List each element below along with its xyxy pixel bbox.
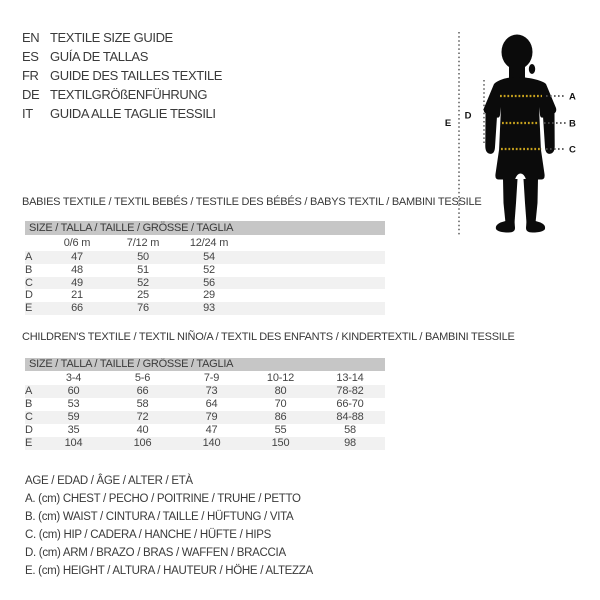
cell: 98 (315, 437, 385, 450)
cell: 29 (203, 289, 215, 302)
cell: 150 (246, 437, 315, 450)
lang-row-es (22, 47, 222, 66)
arm-label-d: D (464, 110, 472, 122)
measurement-diagram (440, 25, 600, 245)
children-section-heading: CHILDREN'S TEXTILE / TEXTIL NIÑO/A / TEXTIL DES ENFANTS / KINDERTEXTIL / BAMBINI TESSILE (22, 331, 515, 343)
table-row (25, 437, 385, 450)
babies-col-12-24m: 12/24 m (189, 237, 229, 249)
babies-size-table (25, 235, 385, 315)
lang-row-de (22, 85, 222, 104)
cell: 48 (71, 263, 83, 276)
cell: 104 (39, 437, 108, 450)
table-row (25, 289, 385, 302)
legend-waist: B. (cm) WAIST / CINTURA / TAILLE / HÜFTUNG / VITA (25, 511, 294, 523)
cell: 58 (344, 424, 356, 436)
cell: 40 (136, 424, 149, 436)
cell: 78-82 (315, 385, 385, 398)
lang-code: FR (22, 68, 39, 83)
cell: 35 (67, 424, 80, 436)
lang-code: EN (22, 30, 40, 45)
hip-label-c: C (569, 144, 576, 156)
row-label: D (25, 424, 33, 436)
table-row (25, 251, 385, 264)
row-label: E (25, 302, 44, 315)
children-col-3-4: 3-4 (65, 372, 82, 384)
row-label: D (25, 289, 33, 302)
cell: 58 (136, 398, 149, 410)
cell: 70 (274, 398, 287, 410)
table-row (25, 411, 385, 424)
row-label: E (25, 437, 39, 450)
cell: 56 (176, 277, 242, 290)
row-label: C (25, 277, 44, 290)
children-size-bar: SIZE / TALLA / TAILLE / GRÖSSE / TAGLIA (25, 358, 385, 371)
cell: 64 (205, 398, 218, 410)
cell: 66-70 (336, 398, 364, 410)
row-label: C (25, 411, 39, 424)
cell: 52 (203, 263, 215, 276)
waist-label-b: B (569, 118, 576, 130)
children-size-table (25, 371, 385, 450)
row-label: B (25, 263, 33, 276)
cell: 51 (137, 263, 149, 276)
lang-title: GUIDA ALLE TAGLIE TESSILI (50, 106, 216, 121)
chest-label-a: A (569, 91, 576, 103)
cell: 76 (110, 302, 176, 315)
cell: 86 (246, 411, 315, 424)
legend-hip: C. (cm) HIP / CADERA / HANCHE / HÜFTE / HIPS (25, 529, 272, 541)
cell: 60 (39, 385, 108, 398)
child-silhouette-icon (440, 25, 600, 245)
cell: 59 (39, 411, 108, 424)
children-col-7-9: 7-9 (203, 372, 220, 384)
babies-size-bar: SIZE / TALLA / TAILLE / GRÖSSE / TAGLIA (25, 221, 385, 235)
children-column-header-row (25, 371, 385, 385)
lang-row-it (22, 104, 222, 123)
lang-title: TEXTILGRÖßENFÜHRUNG (50, 87, 208, 102)
lang-code: DE (22, 87, 40, 102)
cell: 93 (176, 302, 242, 315)
cell: 47 (44, 251, 110, 264)
cell: 47 (205, 424, 218, 436)
row-label: B (25, 398, 33, 410)
cell: 25 (137, 289, 149, 302)
row-label: A (25, 385, 39, 398)
lang-code: IT (22, 106, 33, 121)
babies-col-7-12m: 7/12 m (126, 237, 160, 249)
cell: 55 (274, 424, 287, 436)
cell: 52 (110, 277, 176, 290)
table-row (25, 424, 385, 437)
height-label-e: E (444, 118, 452, 129)
lang-title: GUÍA DE TALLAS (50, 49, 148, 64)
cell: 21 (71, 289, 83, 302)
cell: 106 (108, 437, 177, 450)
babies-col-0-6m: 0/6 m (63, 237, 91, 249)
table-row (25, 385, 385, 398)
cell: 66 (44, 302, 110, 315)
measurement-legend (25, 472, 313, 580)
row-label: A (25, 251, 44, 264)
language-title-list (22, 28, 222, 123)
cell: 53 (67, 398, 80, 410)
children-col-5-6: 5-6 (134, 372, 151, 384)
lang-title: TEXTILE SIZE GUIDE (50, 30, 173, 45)
lang-row-fr (22, 66, 222, 85)
cell: 50 (110, 251, 176, 264)
lang-title: GUIDE DES TAILLES TEXTILE (50, 68, 223, 83)
table-row (25, 398, 385, 411)
babies-column-header-row (25, 235, 385, 251)
cell: 140 (177, 437, 246, 450)
legend-height: E. (cm) HEIGHT / ALTURA / HAUTEUR / HÖHE / ALTEZZA (25, 565, 313, 577)
cell: 73 (177, 385, 246, 398)
legend-age: AGE / EDAD / ÂGE / ALTER / ETÀ (25, 475, 193, 487)
children-col-13-14: 13-14 (336, 372, 364, 384)
children-col-10-12: 10-12 (266, 372, 295, 384)
cell: 84-88 (315, 411, 385, 424)
cell: 72 (108, 411, 177, 424)
table-row (25, 264, 385, 277)
cell: 66 (108, 385, 177, 398)
cell: 54 (176, 251, 242, 264)
lang-row-en (22, 28, 222, 47)
legend-chest: A. (cm) CHEST / PECHO / POITRINE / TRUHE / PETTO (25, 493, 301, 505)
lang-code: ES (22, 49, 39, 64)
cell: 49 (44, 277, 110, 290)
babies-section-heading: BABIES TEXTILE / TEXTIL BEBÉS / TESTILE DES BÉBÉS / BABYS TEXTIL / BAMBINI TESSILE (22, 196, 482, 208)
cell: 80 (246, 385, 315, 398)
table-row (25, 302, 385, 315)
table-row (25, 277, 385, 290)
cell: 79 (177, 411, 246, 424)
legend-arm: D. (cm) ARM / BRAZO / BRAS / WAFFEN / BRACCIA (25, 547, 286, 559)
